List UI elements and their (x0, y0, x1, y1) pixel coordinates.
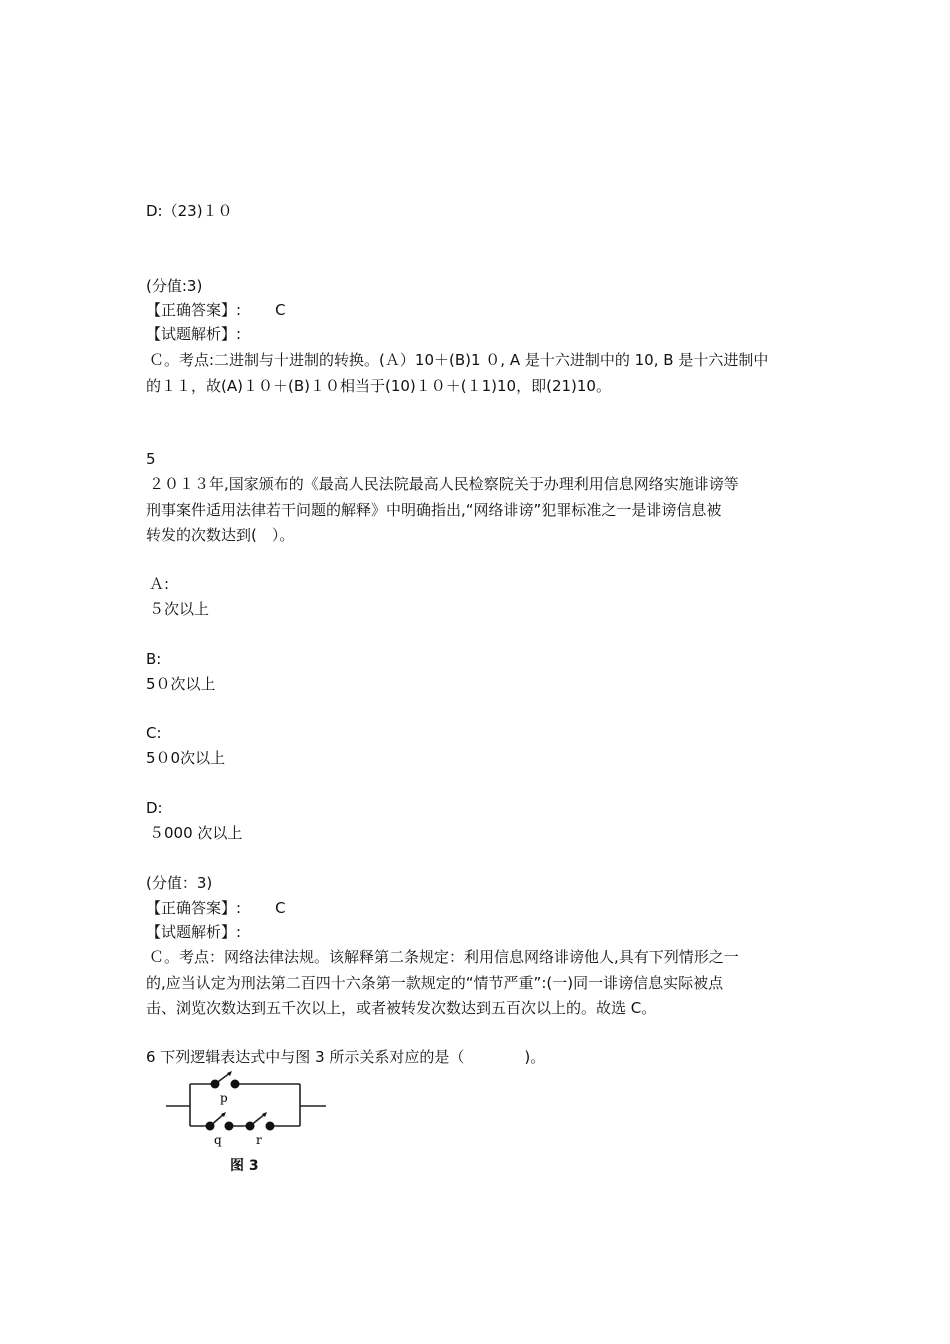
switch-r-contact-left (246, 1122, 255, 1131)
q4-answer-label: 【正确答案】: (146, 301, 242, 319)
q4-score: (分值:3) (146, 277, 203, 295)
q5-option-b-label: B: (146, 650, 162, 668)
switch-r-contact-right (266, 1122, 275, 1131)
switch-p-contact-left (211, 1080, 220, 1089)
q5-analysis-line-1: Ｃ。考点：网络法律法规。该解释第二条规定：利用信息网络诽谤他人,具有下列情形之一 (149, 948, 739, 966)
switch-q-label: q (214, 1133, 222, 1147)
switch-p-contact-right (231, 1080, 240, 1089)
q5-stem-line-1: ２０１３年,国家颁布的《最高人民法院最高人民检察院关于办理利用信息网络实施诽谤等 (149, 475, 739, 493)
figure-caption: 图 3 (230, 1158, 259, 1174)
q5-option-a-text: ５次以上 (149, 600, 210, 618)
switch-p-label: p (220, 1091, 228, 1105)
q5-analysis-label: 【试题解析】: (146, 923, 242, 941)
q4-analysis-line-1: Ｃ。考点:二进制与十进制的转换。(Ａ）10＋(B)1 ０, A 是十六进制中的 10, B 是十六进制中 (149, 351, 769, 369)
q4-answer (146, 298, 816, 323)
q4-answer-value: C (275, 301, 286, 319)
q5-score: (分值：3) (146, 874, 213, 892)
q4-analysis-label: 【试题解析】: (146, 325, 242, 343)
q5-answer-label: 【正确答案】: (146, 899, 242, 917)
circuit-diagram (150, 1068, 340, 1158)
q4-option-d: D:（23)１０ (146, 202, 233, 220)
q5-option-c-text: 5０0次以上 (146, 749, 226, 767)
q5-number: 5 (146, 450, 156, 468)
q5-option-b-text: 5０次以上 (146, 675, 216, 693)
q5-answer (146, 896, 816, 921)
q5-option-d-label: D: (146, 799, 163, 817)
switch-q-contact-right (225, 1122, 234, 1131)
q5-stem-line-3: 转发的次数达到( ）。 (146, 526, 295, 544)
q5-option-d-text: ５000 次以上 (149, 824, 243, 842)
q5-stem-line-2: 刑事案件适用法律若干问题的解释》中明确指出,“网络诽谤”犯罪标准之一是诽谤信息被 (146, 501, 722, 519)
q5-analysis-line-3: 击、浏览次数达到五千次以上，或者被转发次数达到五百次以上的。故选 C。 (146, 999, 657, 1017)
q5-analysis-line-2: 的,应当认定为刑法第二百四十六条第一款规定的“情节严重”:(一)同一诽谤信息实际被点 (146, 974, 724, 992)
switch-r-label: r (256, 1133, 262, 1147)
switch-q-contact-left (206, 1122, 215, 1131)
q6-stem: 6 下列逻辑表达式中与图 3 所示关系对应的是（ )。 (146, 1048, 546, 1066)
q5-option-a-label: Ａ: (149, 575, 170, 593)
q4-analysis-line-2: 的１１，故(A)１０＋(B)１０相当于(10)１０＋(１1)10，即(21)10。 (146, 377, 611, 395)
q5-option-c-label: C: (146, 724, 162, 742)
q5-answer-value: C (275, 899, 286, 917)
